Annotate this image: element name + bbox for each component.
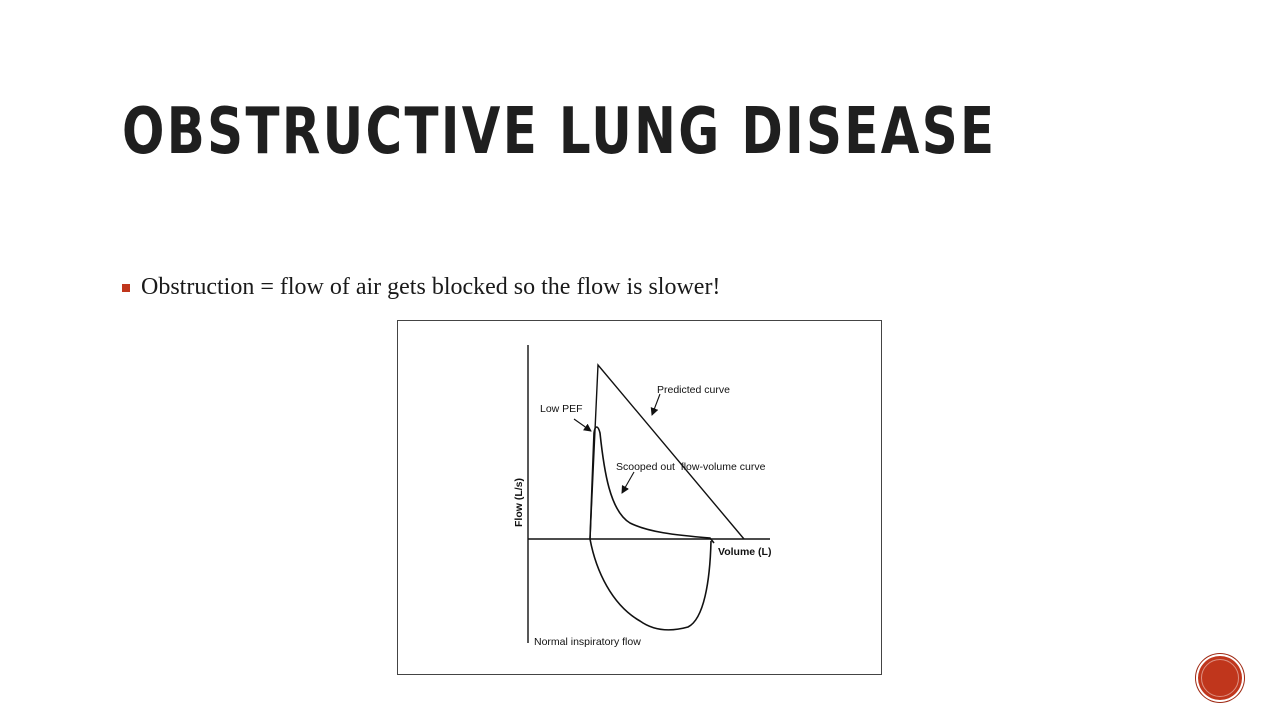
scooped-out-curve [590,427,714,543]
predicted-arrow [652,394,660,415]
low-pef-arrow [574,419,591,431]
scooped-arrow [622,472,634,493]
inspiratory-curve [590,539,711,630]
x-axis-label: Volume (L) [718,546,772,558]
low-pef-label: Low PEF [540,403,583,415]
bullet-item [122,272,720,302]
scooped-out-label: Scooped out flow-volume curve [616,461,766,473]
normal-inspiratory-flow-label: Normal inspiratory flow [534,636,641,648]
square-bullet-icon [122,284,130,292]
flow-volume-figure [397,320,882,675]
slide-title: OBSTRUCTIVE LUNG DISEASE [122,95,997,169]
y-axis-label: Flow (L/s) [513,478,525,527]
flow-volume-diagram [398,321,880,673]
bullet-text: Obstruction = flow of air gets blocked so the flow is slower! [141,273,721,300]
slide-nav-button[interactable] [1196,654,1244,702]
predicted-curve-label: Predicted curve [657,384,730,396]
